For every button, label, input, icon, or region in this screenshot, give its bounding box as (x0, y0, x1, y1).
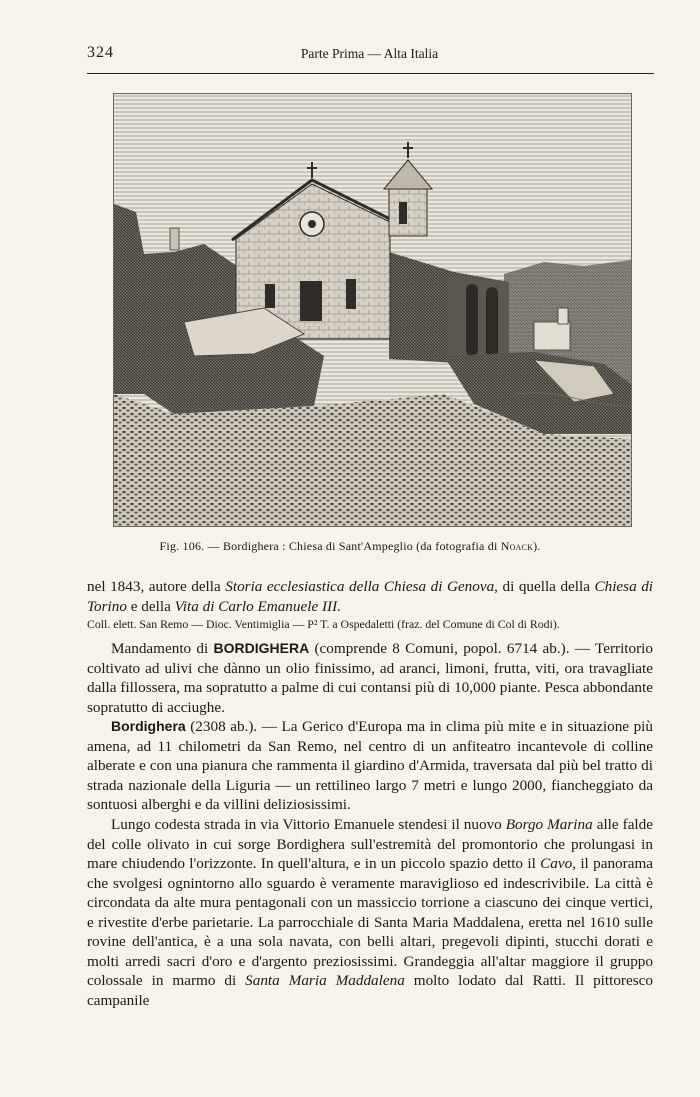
header-rule (87, 73, 654, 74)
figure-caption (0, 539, 700, 554)
text-run: Mandamento di (111, 640, 214, 657)
paragraph-mandamento (87, 639, 653, 717)
place-name: Cavo (540, 855, 573, 872)
paragraph-lungo (87, 815, 653, 1010)
text-run: alle falde del colle olivato in cui sorge Bordighera sull'estremità del promontorio che prolungasi in mare chiudendo l'orizzonte. In quell'altura, e in un piccolo spazio detto il (87, 816, 653, 872)
text-run: , di quella della (494, 578, 595, 595)
text-run: e della (126, 597, 175, 615)
text-run: (comprende 8 Comuni, popol. 6714 ab.). — Territorio coltivato ad ulivi che dànno un olio finissimo, ad aranci, limoni, frutta, viti, ora travagliate dalla fillossera, ma sopratutto a palme di cui contansi più di 10,000 piante. Pesca abbondante sopratutto di acciughe. (87, 640, 653, 716)
place-heading: Bordighera (111, 718, 186, 734)
page-number: 324 (87, 44, 114, 61)
caption-end: ). (533, 539, 541, 553)
artwork-name: Santa Maria Maddalena (245, 972, 405, 989)
administrative-note: Coll. elett. San Remo — Dioc. Ventimiglia — P² T. a Ospedaletti (fraz. del Comune di Col di Rodi). (87, 617, 560, 631)
paragraph-bordighera (87, 717, 653, 815)
text-run: nel 1843, autore della (87, 578, 226, 595)
page-header (87, 44, 652, 70)
place-name: Borgo Marina (505, 816, 593, 833)
book-title: Vita di Carlo Emanuele III. (174, 597, 341, 615)
caption-credit: Noack (500, 539, 534, 553)
text-run: , il panorama che svolgesi ognintorno allo sguardo è veramente maraviglioso ed indescrivibile. La città è circondata da alte mura pentagonali con un massiccio torrione a ciascuno dei cinque vertici, e rivestite d'erbe parietarie. La parrocchiale di Santa Maria Maddalena, eretta nel 1610 sulle rovine dell'antica, è a una sola navata, con belli altari, pregevoli dipinti, stucchi dorati e molti arredi sacri d'oro e d'argento preziosissimi. Grandeggia all'altar maggiore il gruppo colossale in marmo di (87, 855, 653, 989)
book-title: Storia ecclesiastica della Chiesa di Genova (225, 578, 495, 595)
book-title: Chiesa di Torino (87, 578, 654, 615)
church-illustration (113, 93, 632, 527)
text-run: Lungo codesta strada in via Vittorio Emanuele stendesi il nuovo (111, 816, 506, 833)
text-run: molto lodato dal Ratti. Il pittoresco campanile (87, 972, 653, 1009)
place-heading: BORDIGHERA (213, 640, 310, 656)
running-title: Parte Prima — Alta Italia (300, 46, 439, 61)
text-run: (2308 ab.). — La Gerico d'Europa ma in clima più mite e in situazione più amena, ad 11 chilometri da San Remo, nel centro di un anfiteatro incantevole di colline alberate e con una pianura che rammenta il giardino d'Armida, traversata dal più bel tratto di strada nazionale della Liguria — un rettilineo largo 7 metri e lungo 2000, fiancheggiato da sontuosi alberghi e da villini deliziosissimi. (87, 718, 653, 813)
paragraph-continuation (87, 577, 653, 616)
caption-text: Fig. 106. — Bordighera : Chiesa di Sant'Ampeglio (da fotografia di (159, 539, 501, 553)
